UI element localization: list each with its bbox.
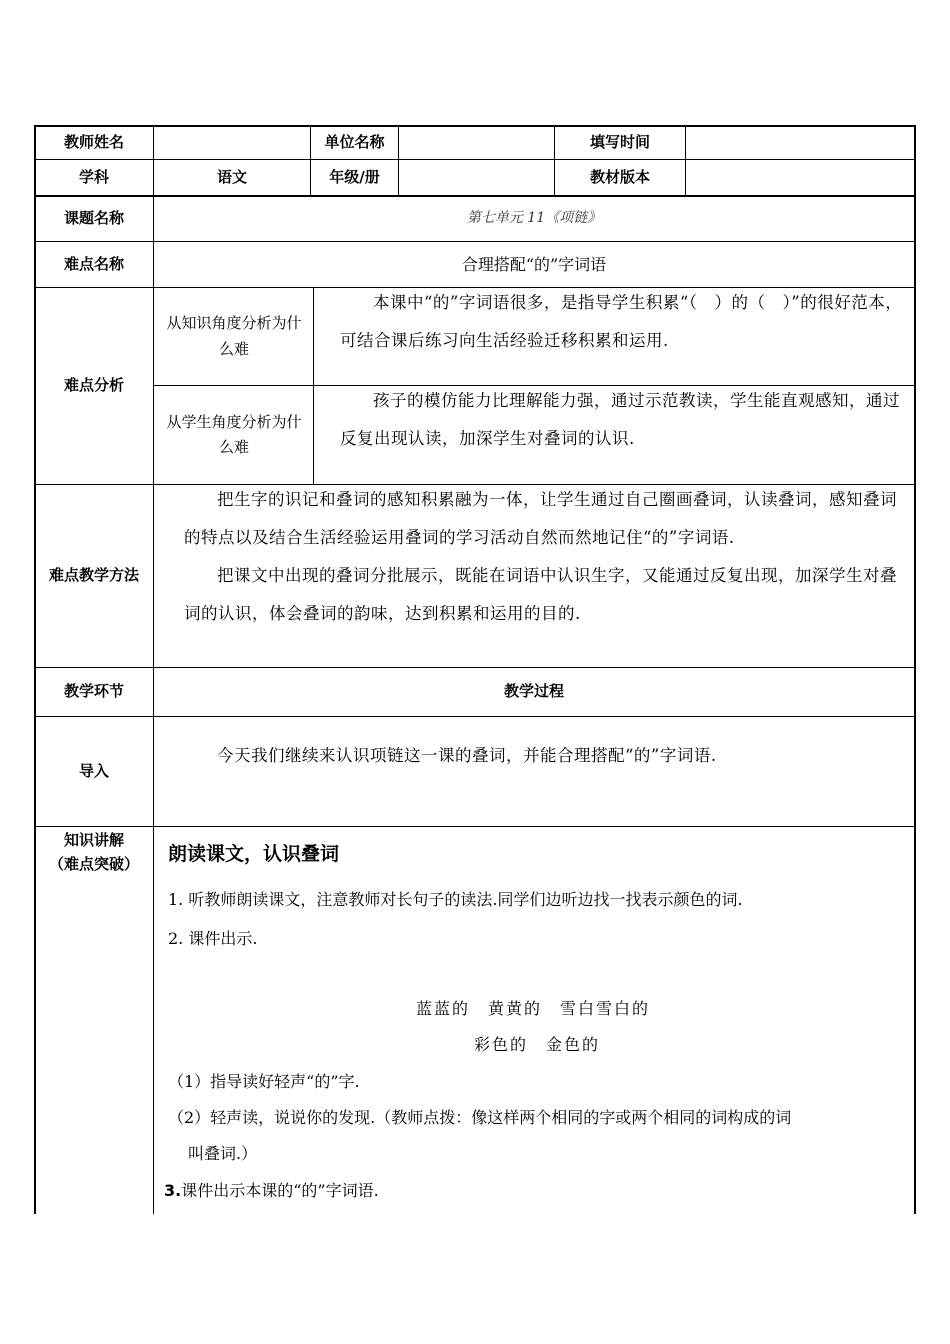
- difficulty-value: 合理搭配“的”字词语: [461, 254, 607, 274]
- method-paragraph-1: 把生字的识记和叠词的感知积累融为一体，让学生通过自己圈画叠词，认读叠词，感知叠词的特点以及结合生活经验运用叠词的学习活动自然而然地记住“的”字词语.: [184, 490, 897, 547]
- subject-value: 语文: [216, 167, 247, 186]
- grade-value: [399, 160, 554, 195]
- method-label: 难点教学方法: [48, 566, 139, 585]
- lecture-heading: 朗读课文，认识叠词: [168, 843, 340, 865]
- row-divider: [34, 716, 916, 717]
- row-divider: [34, 826, 916, 827]
- textbook-label: 教材版本: [589, 167, 650, 186]
- fill-time-label: 填写时间: [589, 133, 650, 152]
- knowledge-angle-text: 本课中“的”字词语很多，是指导学生积累“（ ）的（ ）”的很好范本，可结合课后练习向生活经验迁移积累和运用.: [340, 293, 903, 350]
- lecture-sub-2a: （2）轻声读，说说你的发现.（教师点拨：像这样两个相同的字或两个相同的词构成的词: [168, 1108, 792, 1127]
- color-words-line-1: 蓝蓝的 黄黄的 雪白雪白的: [416, 999, 651, 1018]
- lecture-item-3: [164, 1178, 379, 1204]
- stage-header: 教学环节: [63, 682, 124, 701]
- topic-value: 第七单元 11《项链》: [466, 210, 602, 227]
- topic-label: 课题名称: [63, 209, 124, 228]
- subject-label: 学科: [78, 167, 109, 186]
- difficulty-label: 难点名称: [63, 254, 124, 273]
- unit-label: 单位名称: [324, 133, 385, 152]
- analysis-label: 难点分析: [63, 376, 124, 395]
- unit-value: [399, 127, 554, 159]
- teacher-name-value: [154, 127, 310, 159]
- color-words-line-2: 彩色的 金色的: [474, 1035, 601, 1054]
- student-angle-text: 孩子的模仿能力比理解能力强，通过示范教读，学生能直观感知，通过反复出现认读，加深学生对叠词的认识.: [340, 391, 900, 448]
- lecture-label-line2: （难点突破）: [48, 855, 139, 873]
- fill-time-value: [686, 127, 914, 159]
- lecture-item-3-text: 课件出示本课的“的”字词语.: [181, 1181, 379, 1200]
- column-divider: [313, 287, 314, 484]
- lecture-label: [34, 827, 154, 877]
- lecture-label-line1: 知识讲解: [63, 831, 124, 849]
- lecture-item-1: 1. 听教师朗读课文，注意教师对长句子的读法.同学们边听边找一找表示颜色的词.: [168, 890, 743, 909]
- lecture-item-2: 2. 课件出示.: [168, 929, 258, 948]
- grade-label: 年级/册: [329, 167, 380, 186]
- teacher-name-label: 教师姓名: [63, 133, 124, 152]
- intro-text: 今天我们继续来认识项链这一课的叠词，并能合理搭配“的”字词语.: [217, 746, 717, 765]
- textbook-value: [686, 160, 914, 195]
- lecture-sub-1: （1）指导读好轻声“的”字.: [168, 1072, 360, 1091]
- process-header: 教学过程: [503, 682, 564, 701]
- table-border-right: [914, 125, 916, 1214]
- intro-label: 导入: [78, 761, 109, 780]
- student-angle-label: 从学生角度分析为什么难: [166, 412, 302, 456]
- lesson-plan-table: [34, 125, 916, 1214]
- lecture-item-3-number: 3.: [164, 1181, 182, 1200]
- lecture-sub-2b: 叫叠词.）: [188, 1144, 258, 1163]
- method-paragraph-2: 把课文中出现的叠词分批展示，既能在词语中认识生字，又能通过反复出现，加深学生对叠词的认识，体会叠词的韵味，达到积累和运用的目的.: [184, 566, 897, 623]
- knowledge-angle-label: 从知识角度分析为什么难: [166, 314, 302, 358]
